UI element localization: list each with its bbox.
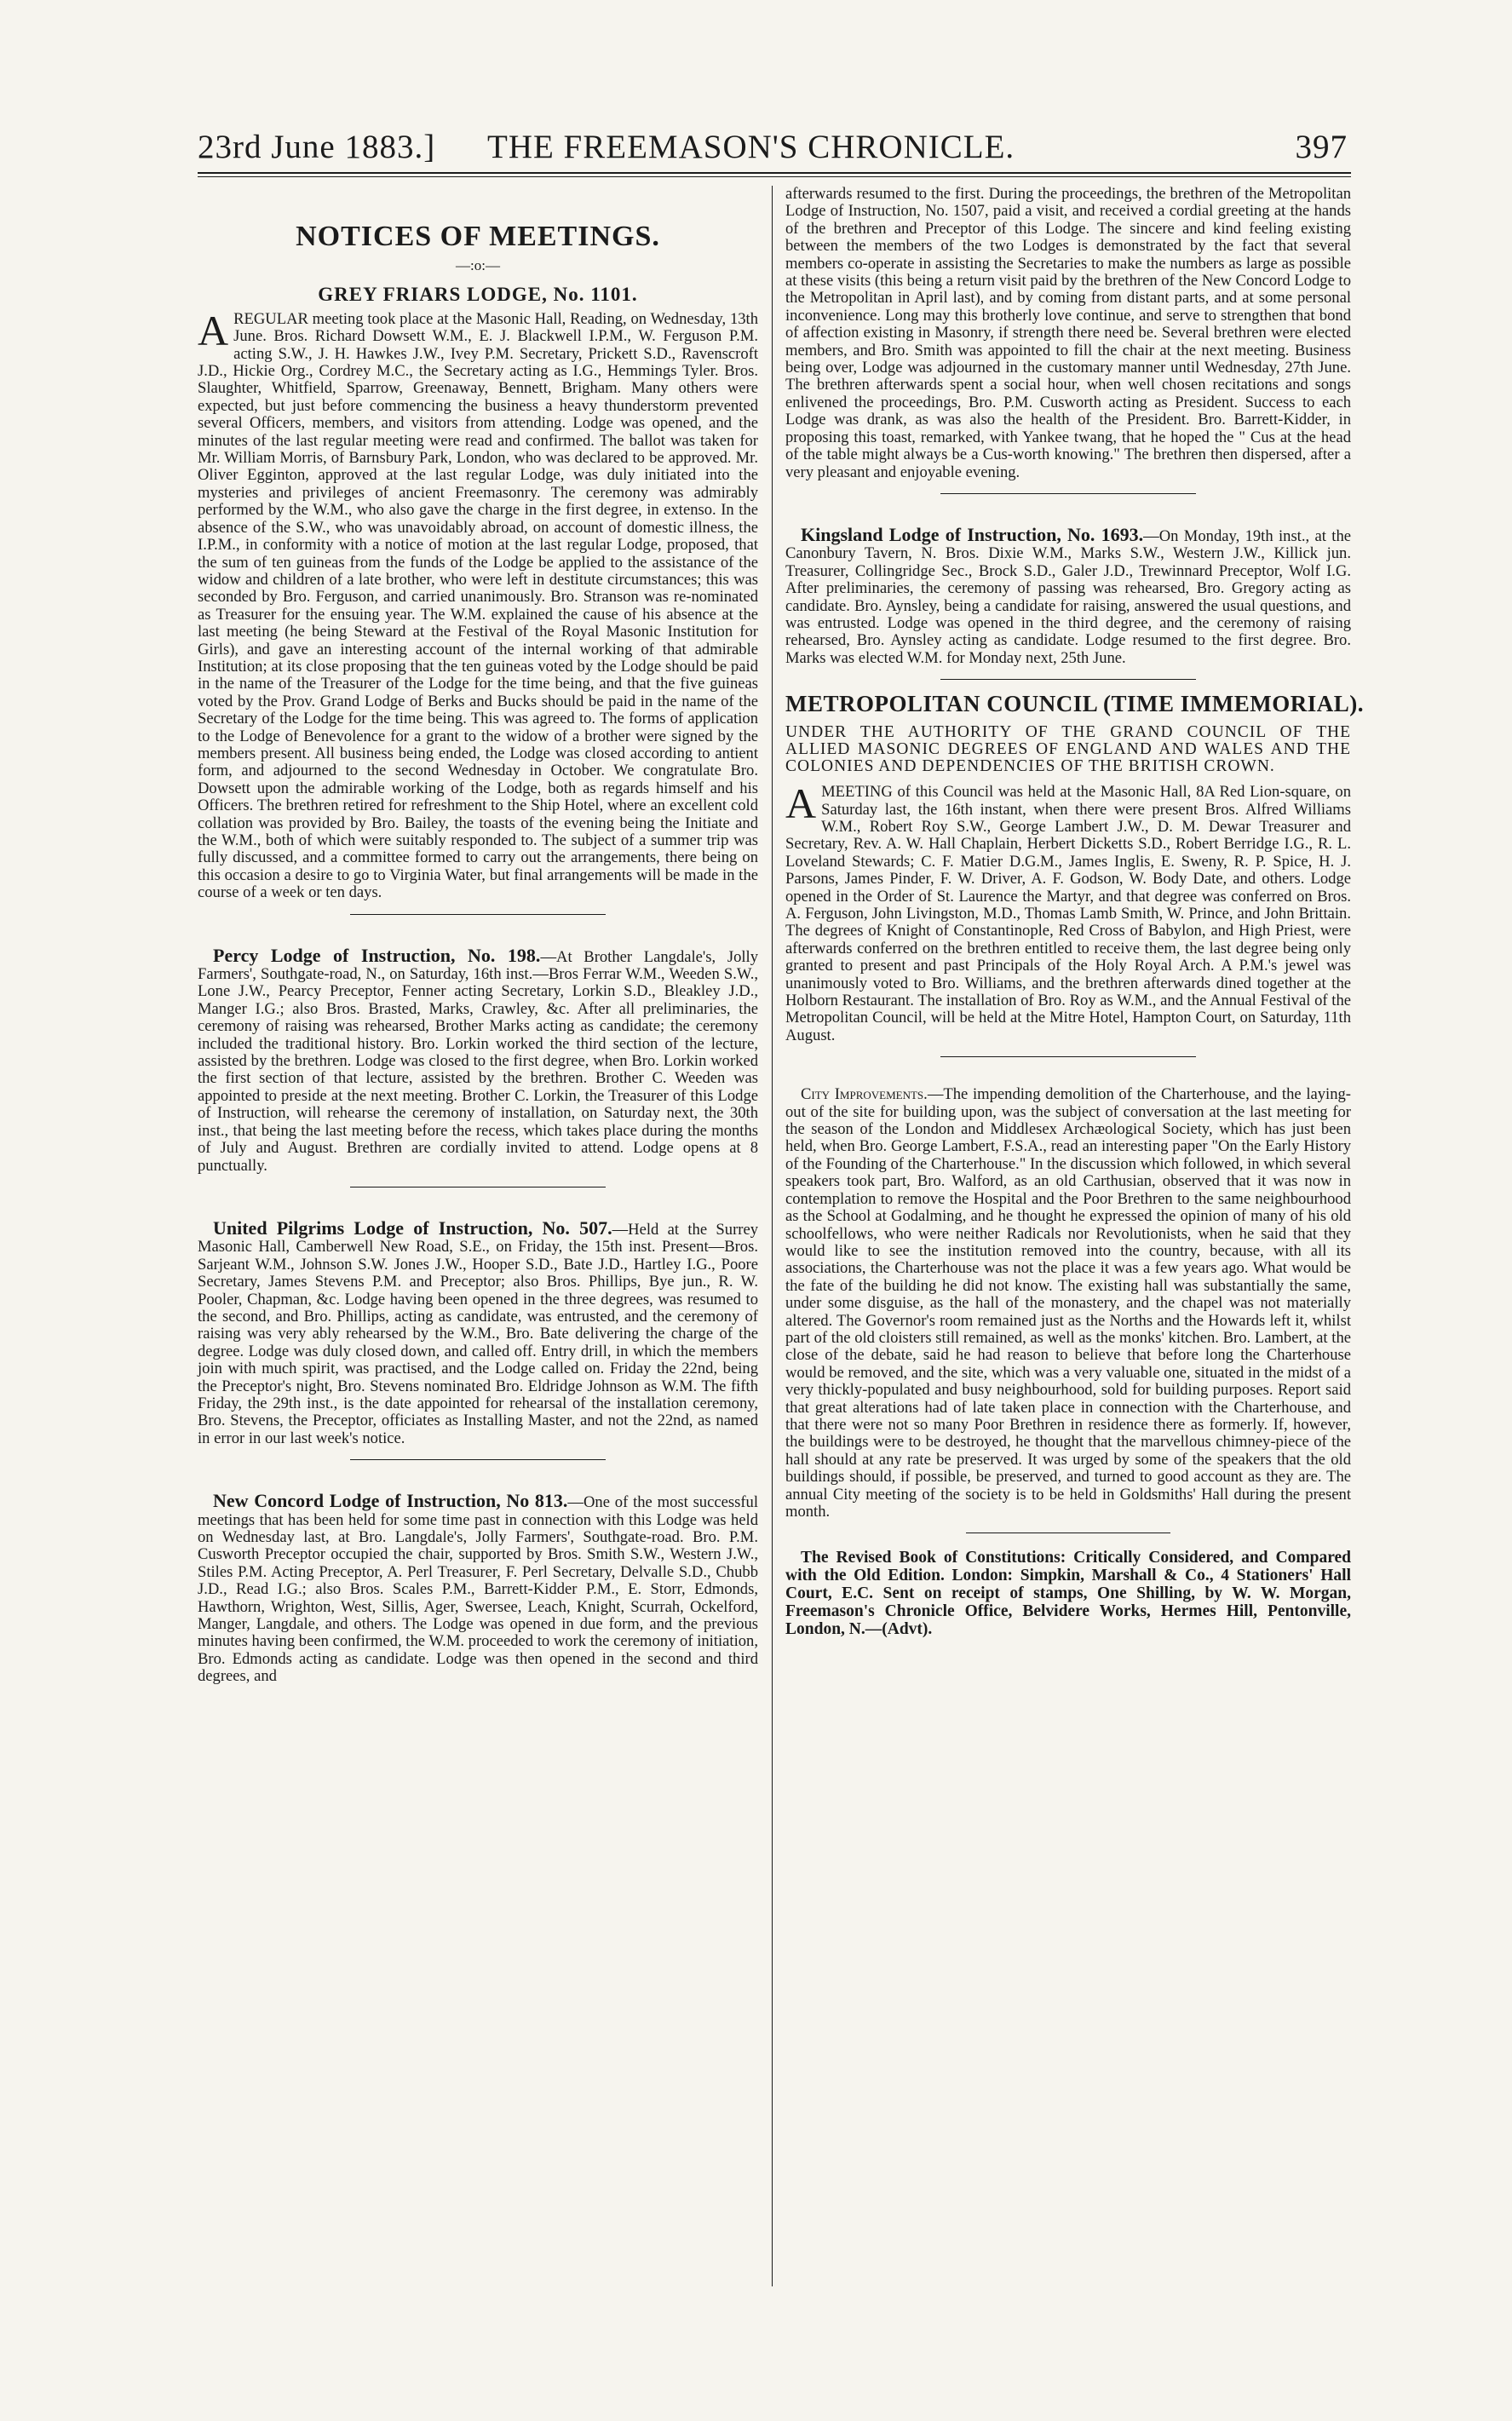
article-subheading: UNDER THE AUTHORITY OF THE GRAND COUNCIL OF THE ALLIED MASONIC DEGREES OF ENGLAND AND WALES AND THE COLONIES AND DEPENDENCIES OF THE BRITISH CROWN. <box>785 723 1351 776</box>
article-united-pilgrims <box>198 1216 759 1447</box>
article-new-concord <box>198 1492 758 1685</box>
article-lead: Percy Lodge of Instruction, No. 198. <box>213 944 541 966</box>
masthead-rule-thin <box>198 176 1351 177</box>
article-separator <box>940 1056 1196 1057</box>
article-body: Percy Lodge of Instruction, No. 198.—At Brother Langdale's, Jolly Farmers', Southgate-road, N., on Saturday, 16th inst.—Bros Ferrar W.M., Weeden S.W., Lone J.W., Pearcy Preceptor, Fenner acting Secretary, Lorkin S.D., Bleakley J.D., Manger I.G.; also Bros. Brasted, Marks, Crawley, &c. After all preliminaries, the ceremony of raising was rehearsed, Brother Marks acting as candidate; the ceremony included the traditional history. Bro. Lorkin worked the third section of the lecture, assisted by the brethren. Lodge was closed to the first degree, when Bro. Lorkin worked the first section of that lecture, assisted by the brethren. Brother C. Weeden was appointed to preside at the next meeting. Brother C. Lorkin, the Treasurer of this Lodge of Instruction, will rehearse the ceremony of installation, on Saturday next, the 30th inst., that being the last meeting before the recess, which takes place during the months of July and August. Brethren are cordially invited to attend. Lodge opens at 8 punctually. <box>198 944 758 1175</box>
advertisement <box>785 1549 1351 1638</box>
article-separator <box>350 914 606 915</box>
article-lead: Kingsland Lodge of Instruction, No. 1693. <box>801 523 1144 545</box>
drop-cap: A <box>785 779 817 828</box>
page-number: 397 <box>1295 129 1348 165</box>
article-separator <box>350 1459 606 1460</box>
article-city-improvements <box>785 1086 1351 1521</box>
article-body: afterwards resumed to the first. During the proceedings, the brethren of the Metropolitan Lodge of Instruction, No. 1507, paid a visit, and received a cordial greeting at the hands of the brethren and Preceptor of this Lodge. The sincere and kind feeling existing between the members of the two Lodges is demonstrated by the fact that several members co-operate in assisting the Secretaries to make the numbers as large as possible at these visits (this being a return visit paid by the brethren of the New Concord Lodge to the Metropolitan in April last), and by coming from distant parts, and at some personal inconvenience. Long may this brotherly love continue, and serve to strengthen that bond of affection existing in Masonry, if strength there need be. Several brethren were elected members, and Bro. Smith was appointed to fill the chair at the next meeting. Business being over, Lodge was adjourned in the customary manner until Wednesday, 27th June. The brethren afterwards spent a social hour, when well chosen recitations and songs enlivened the proceedings, Bro. P.M. Cusworth acting as President. Success to each Lodge was drank, as was also the health of the President. Bro. Barrett-Kidder, in proposing this toast, remarked, with Yankee twang, that he hoped the " Cus at the head of the table might always be a Cus-worth knowing." The brethren then dispersed, after a very pleasant and enjoyable evening. <box>785 185 1351 481</box>
article-separator <box>940 679 1196 680</box>
article-heading: GREY FRIARS LODGE, No. 1101. <box>318 284 638 306</box>
section-title: NOTICES OF MEETINGS. <box>296 221 660 252</box>
article-lead: New Concord Lodge of Instruction, No 813. <box>213 1490 568 1512</box>
title-ornament: —:o:— <box>456 257 500 273</box>
left-column <box>198 220 758 1686</box>
article-body: New Concord Lodge of Instruction, No 813.—One of the most successful meetings that has been held for some time past in connection with this Lodge was held on Wednesday last, at Bro. Langdale's, Jolly Farmers', Southgate-road. Bro. P.M. Cusworth Preceptor occupied the chair, supported by Bros. Smith S.W., Western J.W., Stiles P.M. Acting Preceptor, A. Perl Treasurer, F. Perl Secretary, Delvalle S.D., Chubb J.D., Read I.G.; also Bros. Scales P.M., Barrett-Kidder P.M., E. Storr, Edmonds, Hawthorn, Wrighton, West, Sillis, Ager, Swersee, Leach, Knight, Scurrah, Ockelford, Manger, Langdale, and others. The Lodge was opened in due form, and the previous minutes having been confirmed, the W.M. proceeded to work the ceremony of initiation, Bro. Edmonds acting as candidate. Lodge was then opened in the second and third degrees, and <box>198 1490 758 1686</box>
right-column <box>785 185 1365 1639</box>
article-lead: United Pilgrims Lodge of Instruction, No. 507. <box>213 1216 612 1239</box>
issue-date: 23rd June 1883.] <box>198 129 436 165</box>
article-metropolitan-council <box>785 690 1365 1044</box>
article-lead: City Improvements. <box>801 1085 928 1104</box>
masthead <box>198 128 1348 170</box>
column-rule <box>772 186 773 2286</box>
publication-title: THE FREEMASON'S CHRONICLE. <box>487 129 1015 165</box>
article-percy <box>198 944 758 1175</box>
article-body: AMEETING of this Council was held at the Masonic Hall, 8A Red Lion-square, on Saturday last, the 16th instant, when there were present Bros. Alfred Williams W.M., Robert Roy S.W., George Lambert J.W., D. M. Dewar Treasurer and Secretary, Rev. A. W. Hall Chaplain, Herbert Dicketts S.D., Robert Berridge I.G., R. L. Loveland Stewards; C. F. Matier D.G.M., James Inglis, E. Sweny, R. P. Spice, H. J. Parsons, James Pinder, F. W. Driver, A. F. Godson, W. Body Date, and others. Lodge opened in the Order of St. Laurence the Martyr, and that degree was conferred on Bros. A. Ferguson, John Livingston, M.D., Thomas Lamb Smith, W. Prince, and John Brittain. The degrees of Knight of Constantinople, Red Cross of Babylon, and High Priest, were afterwards conferred on the brethren entitled to receive them, the last degree being only granted to present and past Principals of the Holy Royal Arch. A P.M.'s jewel was unanimously voted to Bro. Williams, and the brethren afterwards dined together at the Holborn Restaurant. The installation of Bro. Roy as W.M., and the Annual Festival of the Metropolitan Council, will be held at the Mitre Hotel, Hampton Court, on Saturday, 11th August. <box>785 779 1351 1044</box>
article-body: Kingsland Lodge of Instruction, No. 1693.—On Monday, 19th inst., at the Canonbury Tavern, N. Bros. Dixie W.M., Marks S.W., Western J.W., Killick jun. Treasurer, Collingridge Sec., Brock S.D., Galer J.D., Trewinnard Preceptor, Wolf I.G. After preliminaries, the ceremony of passing was rehearsed, Bro. Gregory acting as candidate. Bro. Aynsley, being a candidate for raising, answered the usual questions, and was entrusted. Lodge was opened in the third degree, and the ceremony of raising rehearsed, Bro. Aynsley acting as candidate. Lodge resumed to the first degree. Bro. Marks was elected W.M. for Monday next, 25th June. <box>785 523 1351 667</box>
article-body: AREGULAR meeting took place at the Masonic Hall, Reading, on Wednesday, 13th June. Bros. Richard Dowsett W.M., E. J. Blackwell I.P.M., W. Ferguson P.M. acting S.W., J. H. Hawkes J.W., Ivey P.M. Secretary, Prickett S.D., Ravenscroft J.D., Hickie Org., Cordrey M.C., the Secretary acting as I.G., Hemmings Tyler. Bros. Slaughter, Whitfield, Sparrow, Greenaway, Bennett, Brigham. Many others were expected, but just before commencing the business a heavy thunderstorm prevented several Officers, members, and visitors from attending. Lodge was opened, and the minutes of the last regular meeting were read and confirmed. The ballot was taken for Mr. William Morris, of Barnsbury Park, London, who was declared to be approved. Mr. Oliver Egginton, approved at the last regular Lodge, was duly initiated into the mysteries and privileges of ancient Freemasonry. The ceremony was admirably performed by the W.M., who also gave the charge in the first degree, in extenso. In the absence of the S.W., who was unavoidably abroad, on account of domestic illness, the I.P.M., in conformity with a notice of motion at the last regular Lodge, proposed, that the sum of ten guineas from the funds of the Lodge be applied to the assistance of the widow and children of a late brother, who were left in destitute circumstances; this was seconded by Bro. Ferguson, and carried unanimously. Bro. Stranson was re-nominated as Treasurer for the ensuing year. The W.M. explained the cause of his absence at the last meeting (he being Steward at the Festival of the Royal Masonic Institution for Girls), and gave an interesting account of the internal working of that admirable Institution; at its close proposing that the ten guineas voted by the Lodge should be paid in the name of the Treasurer of the Lodge for the time being, and that the five guineas voted by the Prov. Grand Lodge of Berks and Bucks should be paid in the name of the Secretary of the Lodge for the time being. This was agreed to. The forms of application to the Lodge of Benevolence for a grant to the widow of a brother were signed by the members present. All business being ended, the Lodge was closed according to antient form, and adjourned to the second Wednesday in October. We congratulate Bro. Dowsett upon the admirable working of the Lodge, both as regards himself and his Officers. The brethren retired for refreshment to the Ship Hotel, where an excellent cold collation was provided by Bro. Bailey, the toasts of the evening being the Initiate and the W.M., both of which were suitably responded to. The subject of a summer trip was fully discussed, and a committee formed to carry out the arrangements, there being on this occasion a desire to go to Virginia Water, but final arrangements will be made in the course of a week or ten days. <box>198 306 758 902</box>
article-body: City Improvements.—The impending demolition of the Charterhouse, and the laying-out of the site for building upon, was the subject of conversation at the last meeting for the season of the London and Middlesex Archæological Society, which has just been held, when Bro. George Lambert, F.S.A., read an interesting paper "On the Early History of the Founding of the Charterhouse." In the discussion which followed, in which several speakers took part, Bro. Walford, as an old Carthusian, observed that it was now in contemplation to remove the Hospital and the Poor Brethren to the same neighbourhood as the School at Godalming, and he thought he expressed the opinion of many of his old schoolfellows, who were neither Radicals nor Revolutionists, when he said that they would like to see the institution removed into the country, because, with all its associations, the Charterhouse was not the place it was a few years ago. What would be the fate of the building he did not know. The existing hall was substantially the same, under some disguise, as the hall of the monastery, and the chapel was not materially altered. The Governor's room remained just as the Norths and the Howards left it, whilst part of the old cloisters still remained, as well as the monks' kitchen. Bro. Lambert, at the close of the debate, said he had reason to believe that before long the Charterhouse would be removed, and the site, which was a very valuable one, situated in the midst of a very thickly-populated and busy neighbourhood, sold for building purposes. Report said that great alterations had of late taken place in connection with the Charterhouse, and that there were not so many Poor Brethren in residence there as formerly. If, however, the buildings were to be destroyed, he thought that the marvellous chimney-piece of the hall should at any rate be preserved. It was urged by some of the speakers that the old buildings should, if possible, be preserved, and turned to good account as they are. The annual City meeting of the society is to be held in Goldsmiths' Hall during the present month. <box>785 1085 1351 1521</box>
article-separator <box>940 493 1196 494</box>
article-body: United Pilgrims Lodge of Instruction, No. 507.—Held at the Surrey Masonic Hall, Camberwell New Road, S.E., on Friday, the 15th inst. Present—Bros. Sarjeant W.M., Johnson S.W. Jones J.W., Hooper S.D., Bate J.D., Hartley I.G., Poore Secretary, James Stevens P.M. and Preceptor; also Bros. Phillips, Bye jun., R. W. Pooler, Chapman, &c. Lodge having been opened in the three degrees, was resumed to the second, and Bro. Phillips, acting as candidate, was entrusted, and the ceremony of raising was very ably rehearsed by the W.M., Bro. Bate delivering the charge of the degree. Lodge was duly closed down, and called off. Entry drill, in which the members join with much spirit, was practised, and the Lodge called on. Friday the 22nd, being the Preceptor's night, Bro. Stevens nominated Bro. Eldridge Johnson as W.M. The fifth Friday, the 29th inst., is the date appointed for rehearsal of the installation ceremony, Bro. Stevens, the Preceptor, officiates as Installing Master, and not the 22nd, as named in error in our last week's notice. <box>198 1216 759 1447</box>
advertisement-text: The Revised Book of Constitutions: Critically Considered, and Compared with the Old Edition. London: Simpkin, Marshall & Co., 4 Stationers' Hall Court, E.C. Sent on receipt of stamps, One Shilling, by W. W. Morgan, Freemason's Chronicle Office, Belvidere Works, Hermes Hill, Pentonville, London, N.—(Advt). <box>785 1549 1351 1639</box>
article-heading: METROPOLITAN COUNCIL (TIME IMMEMORIAL). <box>785 691 1365 717</box>
article-grey-friars <box>198 286 758 901</box>
article-new-concord-continued <box>785 186 1351 481</box>
masthead-rule <box>198 172 1351 174</box>
article-kingsland <box>785 523 1351 667</box>
drop-cap: A <box>198 306 229 354</box>
